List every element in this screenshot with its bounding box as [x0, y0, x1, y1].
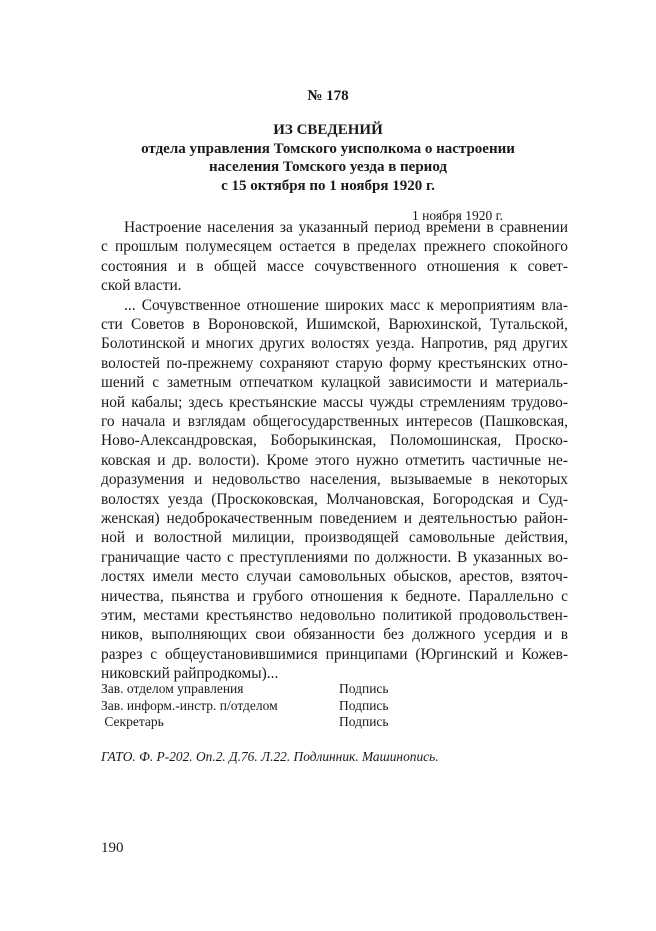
- body-line: волостях уезда (Проскоковская, Молчановская, Богородская и Суд-: [101, 490, 568, 508]
- body-line: Ново-Александровская, Боборыкинская, Поломошинская, Проско-: [101, 432, 568, 450]
- signature-row: [101, 714, 389, 731]
- body-line: го начала и взглядам общегосударственных интересов (Пашковская,: [101, 413, 568, 430]
- body-line: женская) недоброкачественным поведением и деятельностью район-: [101, 510, 568, 527]
- signature-row: [101, 698, 389, 715]
- body-line: ников, выполняющих свои обязанности без должного усердия и в: [101, 626, 568, 644]
- signature-position: Зав. информ.-инстр. п/отделом: [101, 697, 278, 713]
- body-line: лостях имели место случаи самовольных обысков, арестов, взяточ-: [101, 568, 568, 586]
- document-title: [0, 121, 656, 195]
- body-line: ничества, пьянства и грубого отношения к бедноте. Параллельно с: [101, 587, 568, 605]
- title-line: отдела управления Томского уисполкома о настроении: [141, 140, 515, 157]
- signature-position: Зав. отделом управления: [101, 681, 244, 696]
- title-line: населения Томского уезда в период: [208, 159, 447, 175]
- body-line: этим, местами крестьянство недовольно политикой продовольствен-: [101, 607, 568, 624]
- body-line: сти Советов в Вороновской, Ишимской, Варюхинской, Тутальской,: [101, 316, 568, 333]
- archive-source: ГАТО. Ф. Р-202. Оп.2. Д.76. Л.22. Подлинник. Машинопись.: [101, 749, 439, 764]
- body-line: ской власти.: [101, 277, 182, 295]
- document-number: № 178: [307, 88, 349, 104]
- signature-row: [101, 681, 389, 698]
- title-line: ИЗ СВЕДЕНИЙ: [273, 122, 383, 138]
- body-line: волостей по-прежнему сохраняют старую форму крестьянских отно-: [101, 354, 568, 372]
- body-line: состояния и в общей массе сочувственного отношения к совет-: [101, 257, 568, 275]
- title-line: с 15 октября по 1 ноября 1920 г.: [221, 177, 435, 194]
- body-line: граничащие часто с преступлениями по должности. В указанных во-: [101, 548, 568, 566]
- body-line: доразумения и недовольство населения, вызываемые в некоторых: [101, 471, 568, 489]
- page-number: 190: [101, 840, 124, 856]
- signature-block: [101, 681, 389, 731]
- signature-mark: Подпись: [339, 714, 389, 729]
- body-line: ... Сочувственное отношение широких масс к мероприятиям вла-: [124, 296, 568, 314]
- body-line: с прошлым полумесяцем остается в пределах прежнего спокойного: [101, 238, 568, 256]
- signature-mark: Подпись: [339, 697, 389, 713]
- body-line: Настроение населения за указанный период времени в сравнении: [124, 219, 568, 236]
- body-line: Болотинской и многих других волостях уезда. Напротив, ряд других: [101, 335, 568, 353]
- body-line: ной и волостной милиции, производящей самовольные действия,: [101, 529, 568, 547]
- signature-mark: Подпись: [339, 681, 389, 696]
- body-line: разрез с общеустановившимися принципами (Юргинский и Кожев-: [101, 645, 568, 663]
- body-line: ковская и др. волости). Кроме этого нужно отметить частичные не-: [101, 451, 568, 469]
- body-line: шений с заметным отпечатком кулацкой зависимости и материаль-: [101, 374, 568, 392]
- body-line: никовский райпродкомы)...: [101, 665, 279, 683]
- signature-position: Секретарь: [101, 714, 164, 729]
- document-date: 1 ноября 1920 г.: [412, 208, 504, 223]
- body-line: ной кабалы; здесь крестьянские массы чужды стремлениям трудово-: [101, 393, 568, 411]
